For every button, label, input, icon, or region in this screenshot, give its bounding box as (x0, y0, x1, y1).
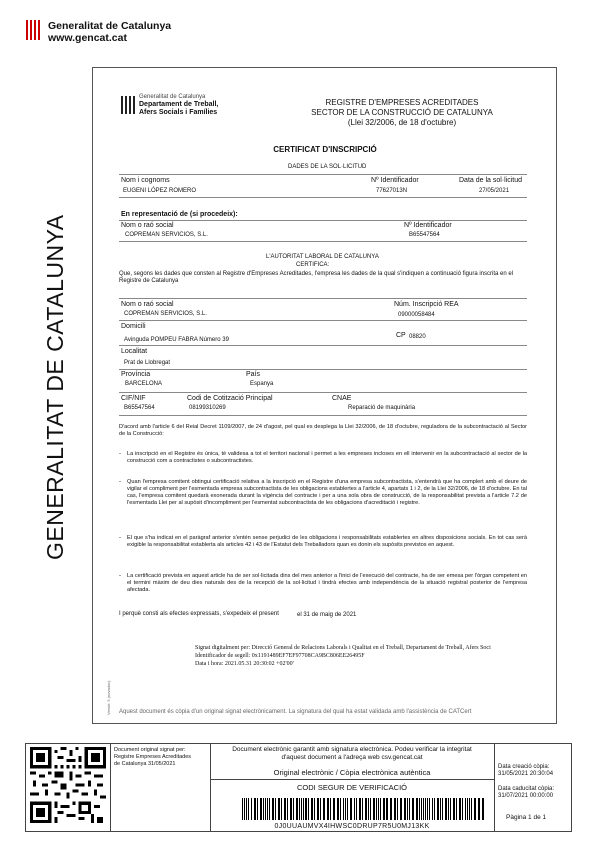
barcode-bar (242, 798, 243, 820)
divider (119, 174, 527, 175)
version-note: Versió: 5 (novadoc) (106, 680, 111, 715)
header-org-name: Generalitat de Catalunya (48, 20, 172, 32)
signature-line3: Data i hora: 2021.05.31 20:30:02 +02'00' (195, 661, 294, 667)
locality: Prat de Llobregat (124, 360, 171, 366)
barcode-bar (448, 798, 449, 820)
barcode-bar (327, 798, 329, 820)
barcode-bar (416, 798, 418, 820)
authority-statement: Que, segons les dades que consten al Registre d'Empreses Acreditades, l'empresa les dades de la qual s'indiquen a continuació figura inscrita en el Registre de Catalunya (119, 271, 514, 284)
csv-code: 0J0UUAUMVX4IHWSC0DRUP7R5U0MJ13KK (274, 823, 430, 830)
page-number: Pàgina 1 de 1 (506, 814, 547, 821)
side-vertical-text: GENERALITAT DE CATALUNYA (42, 214, 68, 560)
barcode-bar (453, 798, 455, 820)
barcode-bar (467, 798, 468, 820)
barcode-bar (394, 798, 396, 820)
bullet-marker: - (119, 451, 121, 457)
divider (119, 241, 527, 242)
barcode-bar (429, 798, 430, 820)
bullet-marker: - (119, 479, 121, 485)
barcode-bar (248, 798, 249, 820)
company-name: COPREMAN SERVICIOS, S.L. (124, 311, 207, 317)
barcode-bar (290, 798, 292, 820)
barcode-bar (400, 798, 402, 820)
footer-divider (494, 743, 495, 831)
ccc-label: Codi de Cotització Principal (187, 395, 273, 402)
barcode-bar (450, 798, 451, 820)
registry-line1: REGISTRE D'EMPRESES ACREDITADES (325, 98, 479, 107)
barcode (240, 798, 485, 820)
certificate-title: CERTIFICAT D'INSCRIPCIÓ (273, 145, 377, 154)
divider (119, 415, 527, 416)
barcode-bar (345, 798, 346, 820)
divider (119, 392, 527, 393)
csv-label: CODI SEGUR DE VERIFICACIÓ (296, 783, 407, 792)
barcode-bar (362, 798, 363, 820)
ccc: 08199310269 (189, 405, 226, 411)
province: BARCELONA (125, 381, 163, 387)
guarantee-line1: Document electrònic garantit amb signatura electrònica. Podeu verificar la integritat (232, 746, 472, 753)
barcode-bar (260, 798, 262, 820)
cnae: Reparació de maquinària (348, 405, 416, 411)
country-label: País (246, 371, 261, 378)
bullet-paragraph: El que s'ha indicat en el paràgraf anterior s'entén sense perjudici de les obligacions i responsabilitats establertes en altres disposicions socials. En tot cas serà exigible la responsabilitat establerta als articles 42 i 43 de l'Estatut dels Treballadors quan es donin els supòsits previstos en aquest. (127, 535, 527, 548)
barcode-bar (287, 798, 288, 820)
department-logo (121, 96, 137, 114)
divider (119, 369, 527, 370)
rep-company-label: Nom o raó social (121, 222, 174, 229)
company-name-label: Nom o raó social (121, 301, 174, 308)
barcode-bar (404, 798, 406, 820)
closing-date: el 31 de maig de 2021 (297, 612, 357, 618)
barcode-bar (343, 798, 344, 820)
barcode-bar (281, 798, 282, 820)
barcode-bar (380, 798, 381, 820)
barcode-bar (432, 798, 433, 820)
barcode-bar (456, 798, 457, 820)
barcode-bar (365, 798, 367, 820)
barcode-bar (407, 798, 408, 820)
cif-label: CIF/NIF (121, 395, 146, 402)
barcode-bar (442, 798, 443, 820)
barcode-bar (296, 798, 298, 820)
closing-text: I perquè consti als efectes expressats, s'expedeix el present (119, 611, 279, 617)
barcode-bar (337, 798, 339, 820)
rep-company: COPREMAN SERVICIOS, S.L. (125, 232, 208, 238)
applicant-id: 77627013N (376, 188, 408, 194)
barcode-bar (323, 798, 325, 820)
name-label: Nom i cognoms (121, 177, 170, 184)
barcode-bar (465, 798, 466, 820)
barcode-bar (419, 798, 420, 820)
barcode-bar (308, 798, 309, 820)
divider (119, 320, 527, 321)
barcode-bar (347, 798, 348, 820)
barcode-bar (305, 798, 307, 820)
rea-label: Núm. Inscripció REA (394, 301, 459, 308)
bullet-paragraph: Quan l'empresa comitent obtingui certificació relativa a la inscripció en el Registre d'una empresa subcontractista, s'entendrà que ha complert amb el deure de vigilar el compliment per l'esmentada empresa subcontractista de les obligacions establertes a l'article 4, apartats 1 i 2, de la Llei 32/2006, de 18 d'octubre. En tal cas, l'empresa comitent quedarà exonerada durant la vigència del contracte i per a una sola obra de construcció, de la responsabilitat prevista a l'article 7.2 de l'esmentada Llei per al supòsit d'incompliment per l'esmentat subcontractista de les obligacions d'acreditació i registre. (127, 479, 527, 506)
id-label: Nº Identificador (371, 177, 419, 184)
legal-intro: D'acord amb l'article 6 del Reial Decret 1109/2007, de 24 d'agost, pel qual es desplega la Llei 32/2006, de 18 d'octubre, reguladora de la subcontractació al Sector de la Construcció: (119, 424, 527, 437)
barcode-bar (267, 798, 268, 820)
registry-line3: (Llei 32/2006, de 18 d'octubre) (347, 118, 457, 127)
barcode-bar (445, 798, 447, 820)
barcode-bar (317, 798, 319, 820)
barcode-bar (251, 798, 252, 820)
barcode-bar (293, 798, 294, 820)
bullet-marker: - (119, 573, 121, 579)
barcode-bar (421, 798, 422, 820)
generalitat-logo (26, 20, 42, 40)
signer-line1: Document original signat per: (114, 747, 186, 753)
barcode-bar (469, 798, 470, 820)
department-line3: Afers Socials i Famílies (139, 109, 218, 116)
divider (119, 345, 527, 346)
barcode-bar (378, 798, 379, 820)
expires-value: 31/07/2021 00:00:00 (498, 793, 554, 799)
qr-code (30, 747, 106, 823)
barcode-bar (373, 798, 375, 820)
address: Avinguda POMPEU FABRA Número 39 (124, 337, 229, 343)
barcode-bar (265, 798, 266, 820)
barcode-bar (301, 798, 302, 820)
barcode-bar (459, 798, 461, 820)
authority-line2: CERTIFICA: (296, 262, 330, 268)
barcode-bar (437, 798, 439, 820)
barcode-bar (427, 798, 428, 820)
province-label: Província (121, 371, 151, 378)
divider (119, 197, 527, 198)
barcode-bar (423, 798, 424, 820)
created-value: 31/05/2021 20:30:04 (498, 771, 554, 777)
barcode-bar (434, 798, 435, 820)
barcode-bar (462, 798, 463, 820)
barcode-bar (269, 798, 270, 820)
department-line2: Departament de Treball, (139, 101, 219, 108)
barcode-bar (299, 798, 300, 820)
barcode-bar (356, 798, 357, 820)
registry-line2: SECTOR DE LA CONSTRUCCIÓ DE CATALUNYA (311, 108, 493, 117)
barcode-bar (474, 798, 476, 820)
applicant-name: EUGENI LÓPEZ ROMERO (123, 188, 197, 194)
barcode-bar (333, 798, 335, 820)
cp-label: CP (396, 332, 406, 339)
barcode-bar (359, 798, 361, 820)
barcode-bar (244, 798, 245, 820)
barcode-bar (263, 798, 264, 820)
barcode-bar (376, 798, 377, 820)
footer-divider (110, 743, 111, 831)
barcode-bar (272, 798, 274, 820)
bullet-paragraph: La certificació prevista en aquest article ha de ser sol·licitada dins del mes anterior a l'inici de l'execució del contracte, ha de ser emesa per l'òrgan competent en el termini màxim de deu dies naturals des de la recepció de la sol·licitud i tindrà efectes amb independència de la situació registral posterior de l'empresa afectada. (127, 573, 527, 593)
barcode-bar (383, 798, 385, 820)
created-label: Data creació còpia: (498, 764, 550, 770)
barcode-bar (440, 798, 441, 820)
barcode-bar (257, 798, 258, 820)
cnae-label: CNAE (332, 395, 352, 402)
barcode-bar (397, 798, 398, 820)
barcode-bar (390, 798, 392, 820)
barcode-bar (409, 798, 410, 820)
applicant-section-title: DADES DE LA SOL·LICITUD (288, 164, 367, 170)
divider (119, 298, 527, 299)
rep-id: B65547564 (409, 232, 440, 238)
barcode-bar (311, 798, 313, 820)
barcode-bar (370, 798, 371, 820)
locality-label: Localitat (121, 348, 148, 355)
barcode-bar (246, 798, 247, 820)
guarantee-line2: d'aquest document a l'adreça web csv.gencat.cat (281, 754, 423, 761)
rea-number: 09000058484 (398, 312, 435, 318)
signer-line2: Registre Empreses Acreditades (114, 754, 192, 760)
barcode-bar (330, 798, 331, 820)
original-copy-label: Original electrònic / Còpia electrònica autèntica (273, 768, 431, 777)
barcode-bar (412, 798, 414, 820)
signer-line3: de Catalunya 31/05/2021 (114, 761, 176, 767)
barcode-bar (368, 798, 369, 820)
cif: B65547564 (124, 405, 155, 411)
footer-divider (210, 743, 211, 831)
barcode-bar (425, 798, 426, 820)
copy-note: Aquest document és còpia d'un original signat electrònicament. La signatura del qual ha estat validada amb l'assistència de CATCert (119, 709, 472, 715)
barcode-bar (340, 798, 341, 820)
footer-divider (210, 779, 494, 780)
expires-label: Data caducitat còpia: (498, 786, 555, 792)
barcode-bar (320, 798, 321, 820)
barcode-bar (478, 798, 480, 820)
barcode-bar (275, 798, 276, 820)
barcode-bar (314, 798, 315, 820)
country: Espanya (250, 381, 274, 387)
signature-line1: Signat digitalment per: Direcció General de Relacions Laborals i Qualitat en el Treball, Departament de Treball, Afers Soci (195, 645, 491, 651)
postal-code: 08820 (409, 334, 426, 340)
barcode-bar (284, 798, 286, 820)
barcode-bar (354, 798, 355, 820)
barcode-bar (303, 798, 304, 820)
request-date: 27/05/2021 (479, 188, 510, 194)
barcode-bar (482, 798, 484, 820)
bullet-marker: - (119, 535, 121, 541)
rep-id-label: Nº Identificador (404, 222, 452, 229)
authority-line1: L'AUTORITAT LABORAL DE CATALUNYA (266, 254, 379, 260)
bullet-paragraph: La inscripció en el Registre és única, té validesa a tot el territori nacional i permet a les empreses incloses en ell intervenir en la subcontractació al sector de la construcció com a contractistes o subcontractistes. (127, 451, 527, 464)
date-label: Data de la sol·licitud (459, 177, 523, 184)
barcode-bar (386, 798, 388, 820)
barcode-bar (254, 798, 256, 820)
divider (119, 220, 527, 221)
barcode-bar (471, 798, 472, 820)
barcode-bar (278, 798, 280, 820)
barcode-bar (350, 798, 352, 820)
department-line1: Generalitat de Catalunya (139, 94, 206, 100)
representation-heading: En representació de (si procedeix): (121, 211, 238, 218)
address-label: Domicili (121, 323, 146, 330)
header-website: www.gencat.cat (48, 32, 127, 44)
signature-line2: Identificador de segell: 0x1191489EF7EF97708CA9BC806EE26495F (195, 653, 365, 659)
